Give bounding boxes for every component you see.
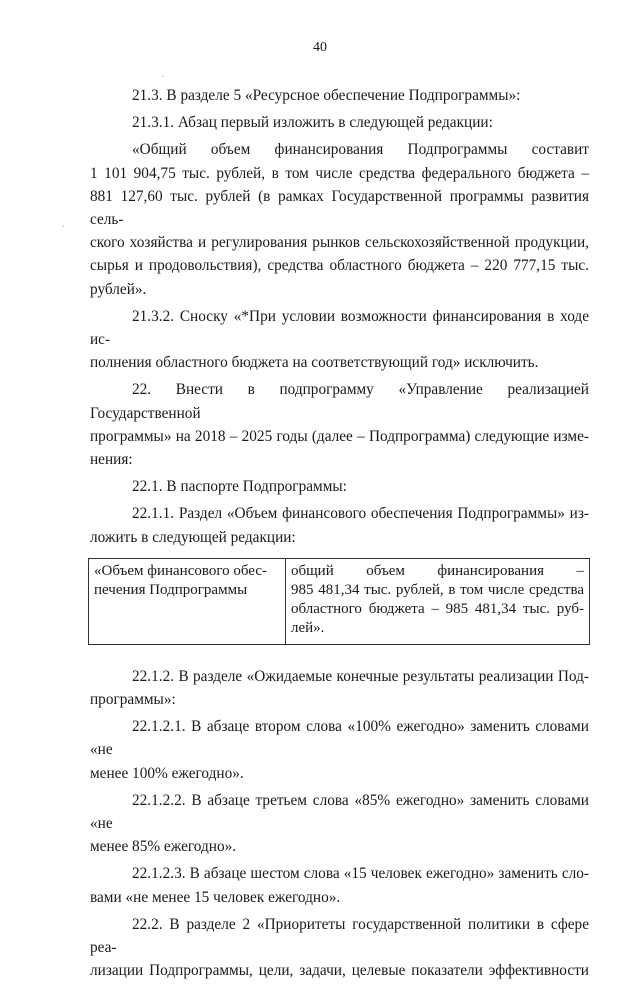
table-cell-value [286, 558, 590, 644]
text-line: программы»: [90, 691, 176, 709]
text-line: 985 481,34 тыс. рублей, в том числе средства [291, 581, 584, 598]
text-line: 21.3.2. Сноску «*При условии возможности финансирования в ходе ис- [90, 307, 589, 349]
paragraph [90, 913, 589, 983]
text-line: лизации Подпрограммы, цели, задачи, целевые показатели эффективности [90, 962, 589, 980]
paragraph: 21.3. В разделе 5 «Ресурсное обеспечение Подпрограммы»: [132, 87, 521, 104]
scan-speck: · [62, 222, 65, 231]
paragraph: 21.3.1. Абзац первый изложить в следующей редакции: [132, 114, 493, 132]
paragraph [90, 138, 589, 300]
text-line: «Общий объем финансирования Подпрограммы составит [132, 141, 589, 159]
text-line: рублей». [90, 280, 147, 298]
table-cell-label [89, 558, 286, 644]
text-line: «Объем финансового обес- [94, 562, 267, 579]
scan-speck: . [162, 70, 164, 79]
text-line: 22.2. В разделе 2 «Приоритеты государственной политики в сфере реа- [90, 915, 589, 957]
page-number: 40 [313, 40, 327, 55]
text-line: сырья и продовольствия), средства областного бюджета – 220 777,15 тыс. [90, 257, 589, 275]
paragraph [90, 862, 589, 908]
text-line: ложить в следующей редакции: [90, 528, 296, 546]
text-line: лей». [291, 619, 325, 636]
text-line: полнения областного бюджета на соответствующий год» исключить. [90, 354, 539, 372]
text-line: 22.1.2.3. В абзаце шестом слова «15 человек ежегодно» заменить сло- [132, 865, 589, 883]
text-line: ского хозяйства и регулирования рынков сельскохозяйственной продукции, [90, 234, 589, 252]
financing-table [88, 558, 590, 645]
text-line: менее 85% ежегодно». [90, 838, 237, 856]
text-line: 22.1.1. Раздел «Объем финансового обеспечения Подпрограммы» из- [132, 505, 589, 523]
text-line: вами «не менее 15 человек ежегодно». [90, 888, 341, 906]
text-line: нения: [90, 451, 133, 469]
text-line: 881 127,60 тыс. рублей (в рамках Государственной программы развития сель- [90, 187, 589, 229]
text-line: программы» на 2018 – 2025 годы (далее – Подпрограмма) следующие изме- [90, 427, 589, 445]
text-line: общий объем финансирования – [291, 562, 584, 579]
paragraph [90, 502, 589, 548]
text-line: 22.1.2. В разделе «Ожидаемые конечные результаты реализации Под- [132, 667, 589, 685]
paragraph [90, 715, 589, 785]
text-line: печения Подпрограммы [94, 581, 248, 598]
text-line: 22.1.2.2. В абзаце третьем слова «85% ежегодно» заменить словами «не [90, 791, 589, 833]
text-line: 1 101 904,75 тыс. рублей, в том числе средства федерального бюджета – [90, 164, 589, 182]
paragraph [90, 305, 589, 375]
paragraph: 22.1. В паспорте Подпрограммы: [132, 478, 347, 496]
text-line: менее 100% ежегодно». [90, 764, 244, 782]
paragraph [90, 789, 589, 859]
paragraph [90, 378, 589, 471]
table-row [89, 558, 590, 644]
text-line: 22. Внести в подпрограмму «Управление реализацией Государственной [90, 381, 589, 422]
document-body [90, 84, 589, 987]
text-line: 22.1.2.1. В абзаце втором слова «100% ежегодно» заменить словами «не [90, 718, 589, 759]
text-line: областного бюджета – 985 481,34 тыс. руб- [291, 600, 584, 617]
paragraph [90, 665, 589, 711]
